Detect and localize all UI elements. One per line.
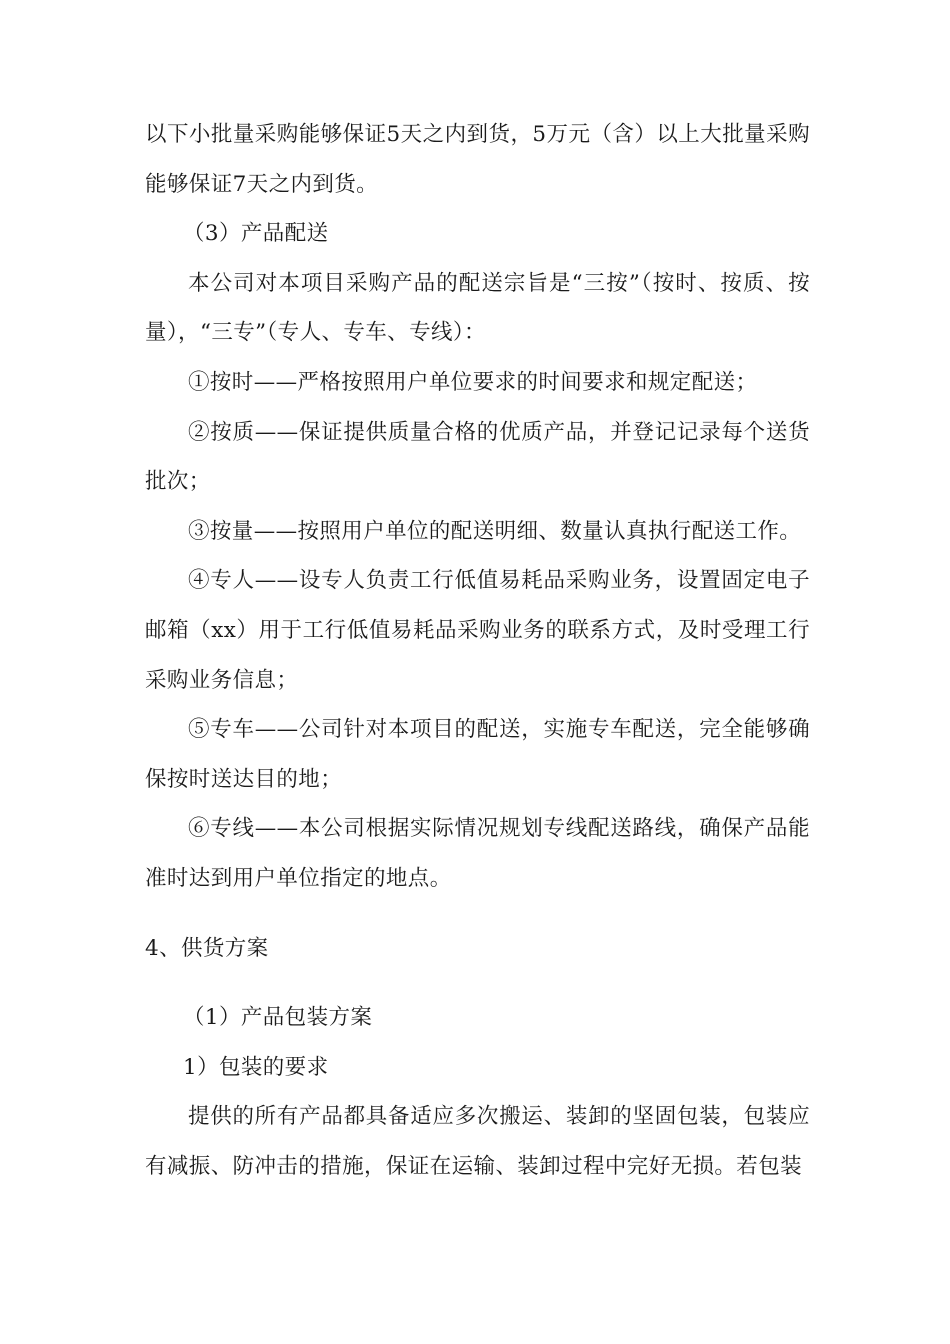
list-item-on-time: ①按时——严格按照用户单位要求的时间要求和规定配送； xyxy=(188,369,758,395)
list-item-dedicated-route: ⑥专线——本公司根据实际情况规划专线配送路线，确保产品能准时达到用户单位指定的地点。 xyxy=(145,816,810,891)
list-item-quality: ②按质——保证提供质量合格的优质产品，并登记记录每个送货批次； xyxy=(145,419,810,495)
section-heading-supply-plan: 4、供货方案 xyxy=(145,935,269,961)
subsection-heading-packaging-plan: （1）产品包装方案 xyxy=(183,1005,373,1031)
list-item-dedicated-person: ④专人——设专人负责工行低值易耗品采购业务，设置固定电子邮箱（xx）用于工行低值易耗品采购业务的联系方式，及时受理工行采购业务信息； xyxy=(145,568,810,693)
list-item-quantity: ③按量——按照用户单位的配送明细、数量认真执行配送工作。 xyxy=(188,518,802,544)
paragraph-packaging-requirements: 提供的所有产品都具备适应多次搬运、装卸的坚固包装，包装应有减振、防冲击的措施，保证在运输、装卸过程中完好无损。若包装 xyxy=(145,1104,810,1179)
list-item-dedicated-vehicle: ⑤专车——公司针对本项目的配送，实施专车配送，完全能够确保按时送达目的地； xyxy=(145,717,810,792)
subsection-heading-product-delivery: （3）产品配送 xyxy=(183,221,329,247)
subsection-heading-packaging-requirements: 1）包装的要求 xyxy=(183,1054,329,1080)
document-body xyxy=(145,110,810,1191)
paragraph-delivery-principle: 本公司对本项目采购产品的配送宗旨是“三按”（按时、按质、按量），“三专”（专人、专车、专线）： xyxy=(145,270,810,346)
paragraph-continuation: 以下小批量采购能够保证5天之内到货，5万元（含）以上大批量采购能够保证7天之内到货。 xyxy=(145,122,810,197)
